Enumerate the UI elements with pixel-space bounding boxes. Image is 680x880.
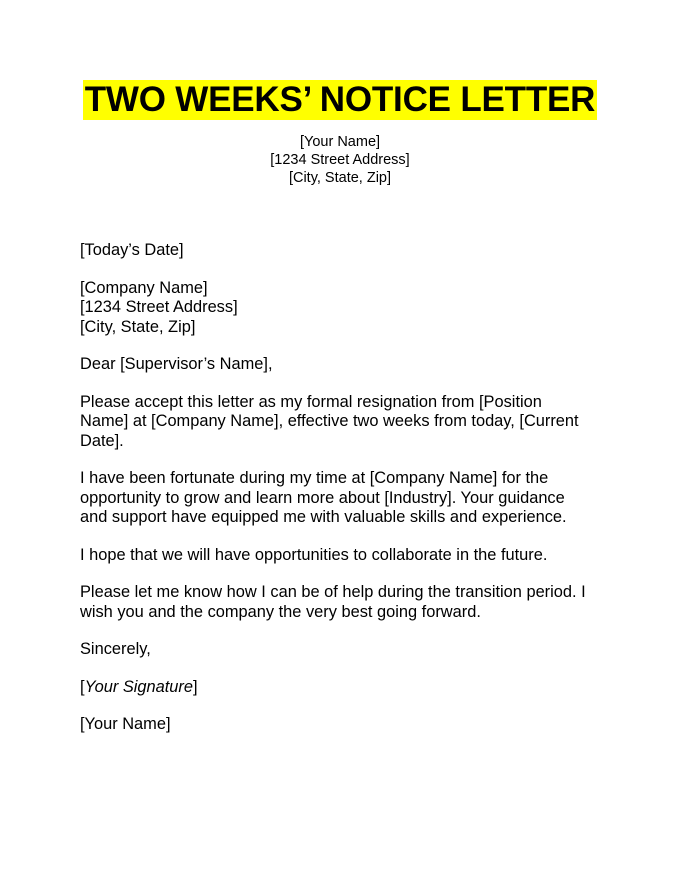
paragraph-line: opportunity to grow and learn more about [Industry]. Your guidance — [80, 488, 565, 507]
paragraph-line: Date]. — [80, 431, 124, 450]
title-container — [0, 80, 680, 120]
paragraph-2 — [80, 469, 600, 528]
paragraph-line: I have been fortunate during my time at [Company Name] for the — [80, 469, 549, 487]
recipient-block — [80, 279, 600, 338]
paragraph-line: wish you and the company the very best going forward. — [80, 602, 481, 621]
paragraph-1 — [80, 393, 600, 452]
sender-city: [City, State, Zip] — [288, 170, 392, 186]
paragraph-line: I hope that we will have opportunities to collaborate in the future. — [80, 545, 548, 564]
recipient-company: [Company Name] — [80, 278, 208, 297]
date-text: [Today’s Date] — [80, 241, 184, 259]
sender-name: [Your Name] — [299, 134, 381, 150]
closing — [80, 640, 600, 660]
sender-street: [1234 Street Address] — [270, 152, 410, 168]
recipient-street: [1234 Street Address] — [80, 298, 238, 316]
paragraph-line: Please accept this letter as my formal resignation from [Position — [80, 392, 542, 411]
signoff-name — [80, 715, 600, 735]
paragraph-line: Please let me know how I can be of help during the transition period. I — [80, 583, 586, 601]
date-line — [80, 241, 600, 261]
signature-line — [80, 678, 600, 698]
signature-close-bracket: ] — [193, 677, 198, 696]
signoff-name-text: [Your Name] — [80, 715, 171, 733]
sender-block — [0, 133, 680, 187]
signature-text: Your Signature — [84, 677, 193, 696]
salutation-text: Dear [Supervisor’s Name], — [80, 355, 273, 373]
salutation — [80, 355, 600, 375]
signature-open-bracket: [ — [80, 677, 85, 696]
paragraph-line: Name] at [Company Name], effective two weeks from today, [Current — [80, 412, 579, 430]
closing-text: Sincerely, — [80, 640, 151, 658]
paragraph-line: and support have equipped me with valuable skills and experience. — [80, 508, 567, 526]
letter-title: TWO WEEKS’ NOTICE LETTER — [84, 80, 596, 119]
recipient-city: [City, State, Zip] — [80, 317, 196, 336]
letter-body — [80, 241, 600, 753]
paragraph-3 — [80, 546, 600, 566]
signature-placeholder — [80, 678, 600, 698]
paragraph-4 — [80, 583, 600, 622]
